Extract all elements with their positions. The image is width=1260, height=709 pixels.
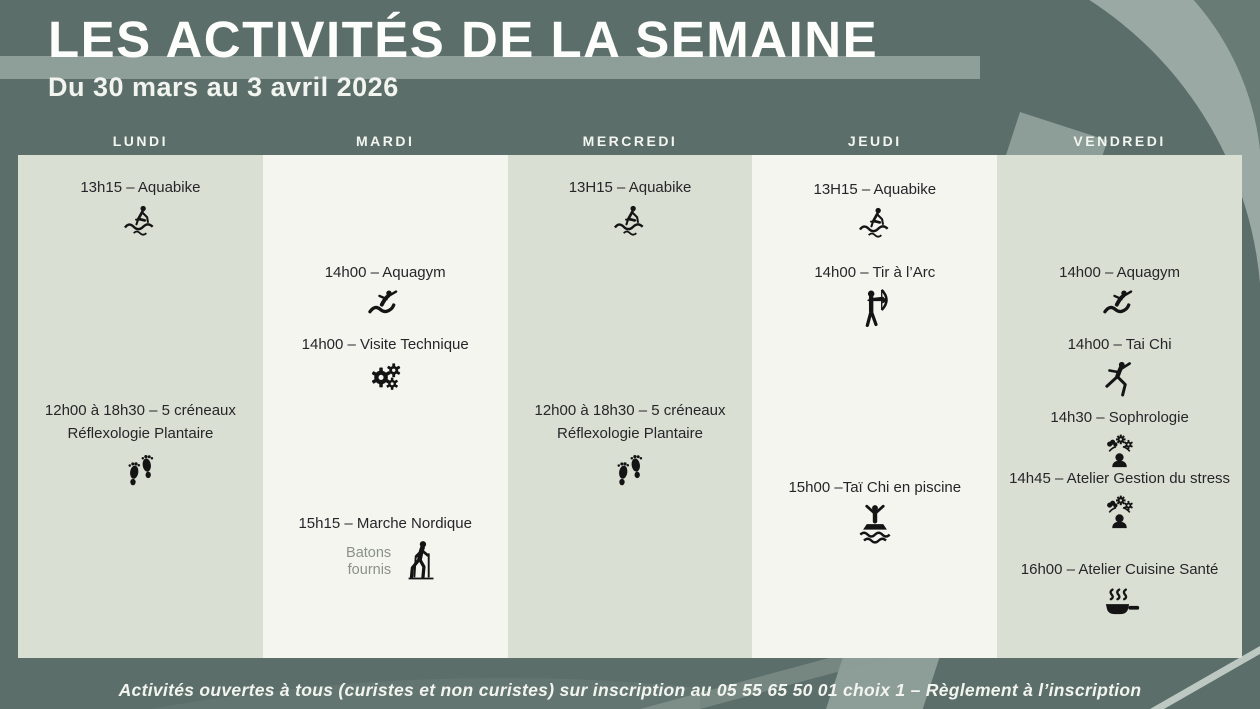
activity-label: 14h00 – Tir à l’Arc bbox=[814, 264, 936, 281]
activity-icon-row bbox=[20, 203, 261, 241]
activity-label: 13H15 – Aquabike bbox=[813, 181, 937, 198]
aquabike-icon bbox=[611, 203, 649, 241]
registration-note: Activités ouvertes à tous (curistes et non curistes) sur inscription au 05 55 65 50 01 choix 1 – Règlement à l’inscription bbox=[118, 680, 1142, 700]
activity-item bbox=[754, 262, 995, 334]
activity-icon-row bbox=[510, 203, 751, 241]
day-column-lundi bbox=[18, 130, 263, 658]
activity-lines bbox=[265, 513, 506, 536]
activity-lines bbox=[999, 468, 1240, 491]
activity-lines bbox=[20, 400, 261, 445]
activity-label: 14h00 – Aquagym bbox=[1059, 264, 1181, 281]
activity-label: 14h00 – Tai Chi bbox=[1067, 336, 1172, 353]
activity-icon-row bbox=[754, 205, 995, 243]
activity-icon-row bbox=[999, 288, 1240, 326]
activity-lines bbox=[999, 334, 1240, 357]
activity-item bbox=[999, 334, 1240, 402]
day-header: LUNDI bbox=[112, 133, 169, 149]
mind-gears-icon bbox=[1099, 494, 1140, 535]
activity-lines bbox=[999, 262, 1240, 285]
taichi-icon bbox=[1099, 360, 1141, 402]
activity-item bbox=[999, 407, 1240, 474]
cooking-pan-icon bbox=[1100, 585, 1140, 625]
day-header: MARDI bbox=[356, 133, 415, 149]
activity-label: 12h00 à 18h30 – 5 créneaux bbox=[534, 402, 726, 419]
activity-icon-row bbox=[754, 503, 995, 547]
activity-lines bbox=[20, 177, 261, 200]
activity-item bbox=[754, 179, 995, 243]
activity-lines bbox=[265, 262, 506, 285]
activity-lines bbox=[754, 179, 995, 202]
activity-label: 14h45 – Atelier Gestion du stress bbox=[1009, 470, 1231, 487]
activity-item bbox=[999, 468, 1240, 535]
activity-label: 13H15 – Aquabike bbox=[568, 179, 692, 196]
activity-item bbox=[265, 334, 506, 398]
day-column-mardi bbox=[263, 130, 508, 658]
activity-item bbox=[20, 400, 261, 491]
activity-item bbox=[510, 400, 751, 491]
aquagym-icon bbox=[366, 288, 404, 326]
day-body bbox=[997, 155, 1242, 658]
date-range: Du 30 mars au 3 avril 2026 bbox=[48, 72, 399, 103]
activity-item bbox=[999, 262, 1240, 326]
activity-item bbox=[510, 177, 751, 241]
activity-label: 13h15 – Aquabike bbox=[80, 179, 201, 196]
schedule-grid bbox=[18, 130, 1242, 658]
day-body bbox=[752, 155, 997, 658]
activity-label: 15h00 –Taï Chi en piscine bbox=[788, 479, 962, 496]
activity-icon-row bbox=[999, 360, 1240, 402]
activity-icon-row bbox=[999, 585, 1240, 625]
day-column-vendredi bbox=[997, 130, 1242, 658]
taichi-pool-icon bbox=[853, 503, 897, 547]
activity-item bbox=[754, 477, 995, 547]
day-body bbox=[263, 155, 508, 658]
activity-icon-row bbox=[20, 448, 261, 491]
nordic-walking-icon bbox=[399, 539, 445, 585]
activity-lines bbox=[754, 262, 995, 285]
day-header: VENDREDI bbox=[1073, 133, 1166, 149]
poster-footer bbox=[0, 680, 1260, 701]
activity-label: 16h00 – Atelier Cuisine Santé bbox=[1020, 561, 1219, 578]
activity-icon-row bbox=[265, 288, 506, 326]
day-body bbox=[18, 155, 263, 658]
activity-label: 14h00 – Aquagym bbox=[324, 264, 446, 281]
gears-icon bbox=[366, 360, 404, 398]
activity-lines bbox=[754, 477, 995, 500]
activity-lines bbox=[265, 334, 506, 357]
activity-lines bbox=[999, 559, 1240, 582]
activity-note: Batons fournis bbox=[346, 544, 392, 578]
day-body bbox=[508, 155, 753, 658]
activity-label: 14h30 – Sophrologie bbox=[1050, 409, 1189, 426]
day-header: MERCREDI bbox=[582, 133, 678, 149]
activity-icon-row bbox=[510, 448, 751, 491]
activity-label: 15h15 – Marche Nordique bbox=[298, 515, 472, 532]
footprints-icon bbox=[119, 448, 162, 491]
activity-label: 12h00 à 18h30 – 5 créneaux bbox=[44, 402, 236, 419]
activity-lines bbox=[999, 407, 1240, 430]
activity-label: 14h00 – Visite Technique bbox=[301, 336, 469, 353]
day-column-jeudi bbox=[752, 130, 997, 658]
activity-item bbox=[265, 262, 506, 326]
activity-item bbox=[999, 559, 1240, 625]
page-title: LES ACTIVITÉS DE LA SEMAINE bbox=[48, 11, 879, 68]
activity-item bbox=[20, 177, 261, 241]
activity-icon-row bbox=[265, 360, 506, 398]
day-header: JEUDI bbox=[847, 133, 902, 149]
footprints-icon bbox=[608, 448, 651, 491]
archery-icon bbox=[852, 288, 898, 334]
day-column-mercredi bbox=[508, 130, 753, 658]
aquagym-icon bbox=[1101, 288, 1139, 326]
activity-label: Réflexologie Plantaire bbox=[557, 424, 703, 442]
activity-lines bbox=[510, 400, 751, 445]
activity-label: Réflexologie Plantaire bbox=[67, 424, 214, 442]
aquabike-icon bbox=[856, 205, 894, 243]
activity-icon-row bbox=[999, 494, 1240, 535]
aquabike-icon bbox=[121, 203, 159, 241]
activity-icon-row bbox=[265, 539, 506, 585]
activity-lines bbox=[510, 177, 751, 200]
poster-header bbox=[48, 12, 878, 103]
activity-icon-row bbox=[754, 288, 995, 334]
activity-item bbox=[265, 513, 506, 585]
